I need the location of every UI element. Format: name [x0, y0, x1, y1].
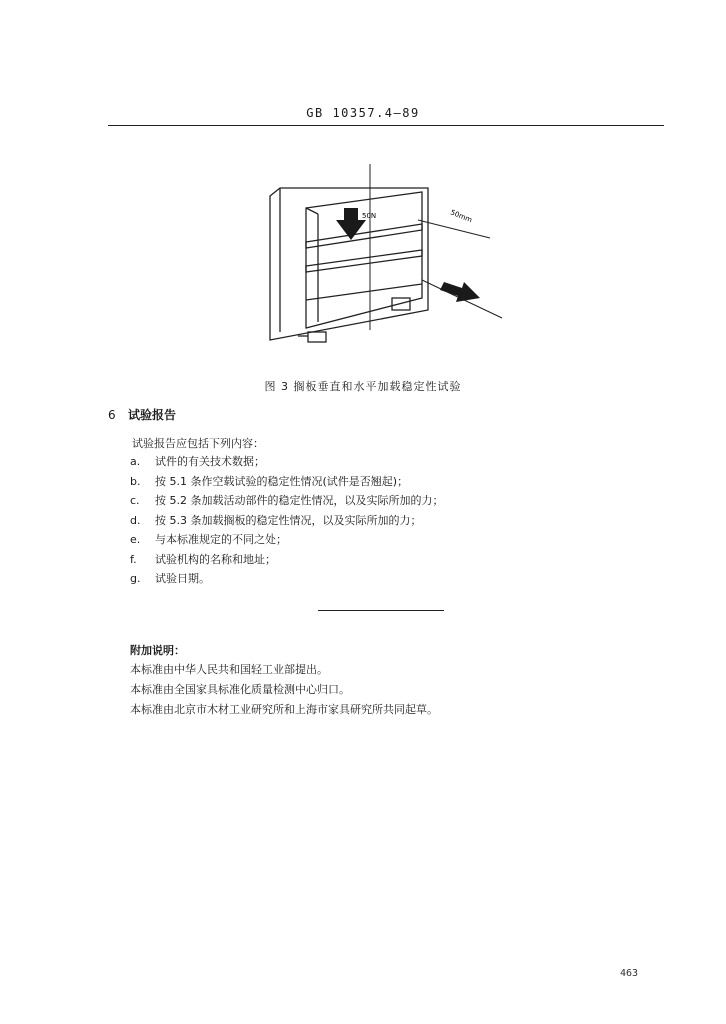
base-block-left: [308, 332, 326, 342]
item-text: 试件的有关技术数据；: [155, 455, 265, 468]
item-marker: f.: [130, 552, 137, 566]
list-item: [130, 569, 444, 589]
note-line: 本标准由全国家具标准化质量检测中心归口。: [130, 683, 350, 696]
figure-caption: 图 3 搁板垂直和水平加载稳定性试验: [264, 380, 462, 393]
note-line: 本标准由中华人民共和国轻工业部提出。: [130, 663, 328, 676]
horizontal-guide-line: [418, 220, 490, 238]
note-line: 本标准由北京市木材工业研究所和上海市家具研究所共同起草。: [130, 703, 438, 716]
upper-shelf: [306, 224, 422, 248]
horizontal-force-arrow: [440, 282, 480, 302]
section-number: 6: [108, 408, 116, 422]
page-header: GB 10357.4—89: [306, 106, 420, 120]
section-divider: [318, 610, 444, 611]
list-item: [130, 530, 444, 550]
force-label: 50N: [362, 212, 377, 220]
section-title: 试验报告: [128, 408, 177, 422]
shelf-stability-figure: [258, 160, 508, 358]
item-marker: c.: [130, 494, 140, 507]
page-number: 463: [620, 968, 639, 979]
item-text: 按 5.1 条作空载试验的稳定性情况(试件是否翘起)；: [155, 474, 409, 488]
list-item: [130, 511, 444, 531]
notes-list: [130, 660, 438, 720]
list-item: [130, 550, 444, 570]
item-text: 与本标准规定的不同之处；: [155, 533, 287, 546]
list-item: [130, 491, 444, 511]
item-text: 按 5.2 条加载活动部件的稳定性情况，以及实际所加的力；: [155, 494, 444, 507]
list-item: [130, 452, 444, 472]
item-marker: e.: [130, 533, 141, 546]
item-text: 试验机构的名称和地址；: [155, 552, 276, 566]
item-marker: b.: [130, 474, 141, 488]
notes-title: 附加说明：: [130, 644, 185, 657]
section-heading: [108, 406, 176, 423]
item-text: 按 5.3 条加载搁板的稳定性情况，以及实际所加的力；: [155, 513, 422, 527]
item-marker: a.: [130, 455, 141, 468]
section-intro: 试验报告应包括下列内容：: [132, 437, 264, 450]
header-rule: [108, 125, 664, 126]
distance-label: 50mm: [449, 208, 474, 225]
report-items-list: [130, 452, 444, 589]
item-text: 试验日期。: [155, 572, 210, 585]
item-marker: g.: [130, 572, 141, 585]
item-marker: d.: [130, 513, 141, 527]
middle-shelf: [306, 250, 422, 272]
list-item: [130, 472, 444, 492]
